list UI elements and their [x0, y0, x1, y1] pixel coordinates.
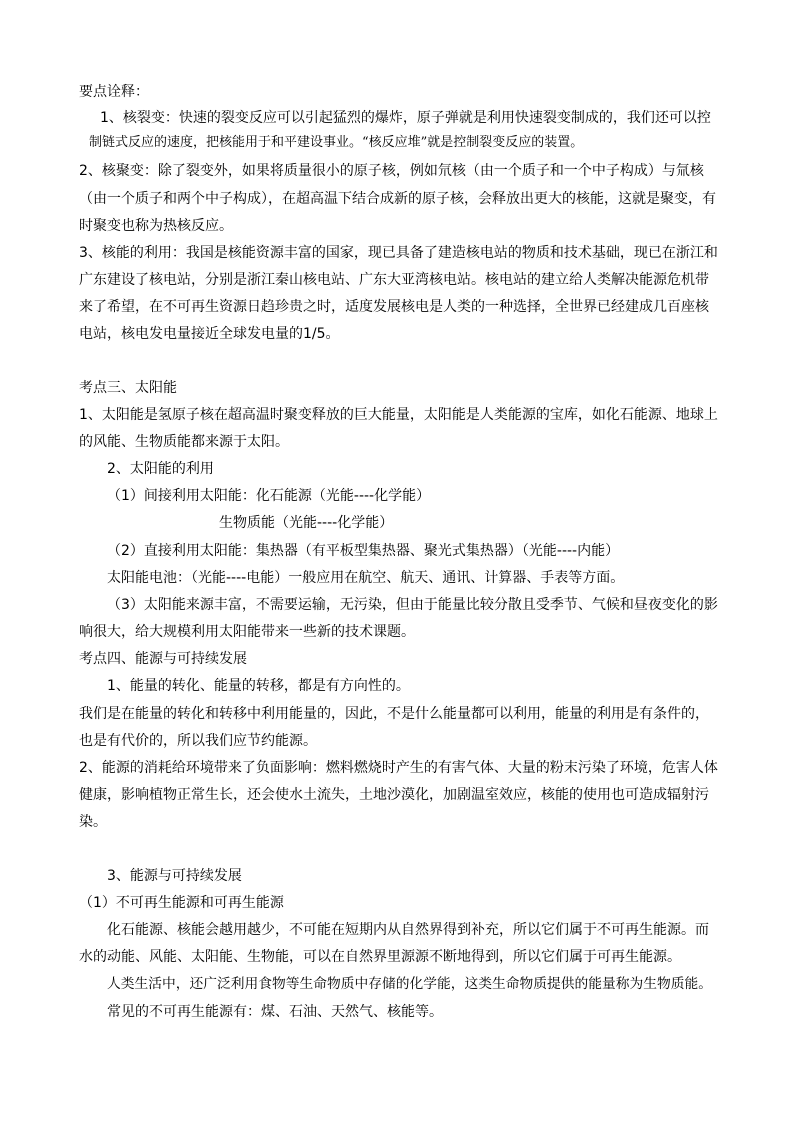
- paragraph-line: 2、能源的消耗给环境带来了负面影响：燃料燃烧时产生的有害气体、大量的粉末污染了环境，危害人体: [79, 760, 718, 776]
- paragraph-line: 太阳能电池：（光能----电能）一般应用在航空、航天、通讯、计算器、手表等方面。: [107, 570, 625, 586]
- paragraph-line: 1、核裂变：快速的裂变反应可以引起猛烈的爆炸，原子弹就是利用快速裂变制成的，我们还可以控: [100, 110, 711, 126]
- paragraph-line: 2、核聚变：除了裂变外，如果将质量很小的原子核，例如氘核（由一个质子和一个中子构成）与氚核: [79, 163, 704, 179]
- paragraph-line: 广东建设了核电站，分别是浙江秦山核电站、广东大亚湾核电站。核电站的建立给人类解决能源危机带: [79, 272, 709, 288]
- paragraph-line: 制链式反应的速度，把核能用于和平建设事业。“核反应堆”就是控制裂变反应的装置。: [89, 135, 584, 150]
- section-heading-solar: 考点三、太阳能: [79, 380, 177, 396]
- paragraph-line: 时聚变也称为热核反应。: [79, 218, 233, 234]
- paragraph-line: 也是有代价的，所以我们应节约能源。: [79, 733, 317, 749]
- paragraph-line: 1、太阳能是氢原子核在超高温时聚变释放的巨大能量，太阳能是人类能源的宝库，如化石能源、地球上: [79, 407, 718, 423]
- paragraph-line: 健康，影响植物正常生长，还会使水土流失，土地沙漠化，加剧温室效应，核能的使用也可造成辐射污: [79, 787, 709, 803]
- paragraph-line: （1）不可再生能源和可再生能源: [79, 895, 284, 911]
- paragraph-line: 的风能、生物质能都来源于太阳。: [79, 434, 289, 450]
- paragraph-line: 2、太阳能的利用: [107, 461, 214, 477]
- paragraph-line: 我们是在能量的转化和转移中利用能量的，因此，不是什么能量都可以利用，能量的利用是有条件的，: [79, 706, 709, 722]
- paragraph-line: （2）直接利用太阳能：集热器（有平板型集热器、聚光式集热器）（光能----内能）: [107, 543, 620, 559]
- paragraph-line: 来了希望，在不可再生资源日趋珍贵之时，适度发展核电是人类的一种选择，全世界已经建成几百座核: [79, 299, 709, 315]
- paragraph-line: 3、能源与可持续发展: [107, 868, 242, 884]
- paragraph-line: 1、能量的转化、能量的转移，都是有方向性的。: [107, 678, 410, 694]
- paragraph-line: 染。: [79, 814, 107, 830]
- paragraph-line: 人类生活中，还广泛利用食物等生命物质中存储的化学能，这类生命物质提供的能量称为生物质能。: [107, 976, 713, 992]
- paragraph-line: 常见的不可再生能源有：煤、石油、天然气、核能等。: [107, 1004, 443, 1020]
- section-heading-key-points: 要点诠释：: [79, 84, 149, 100]
- paragraph-line: 生物质能（光能----化学能）: [219, 515, 394, 531]
- paragraph-line: 3、核能的利用：我国是核能资源丰富的国家，现已具备了建造核电站的物质和技术基础，现已在浙江和: [79, 245, 718, 261]
- paragraph-line: （1）间接利用太阳能：化石能源（光能----化学能）: [107, 488, 431, 504]
- paragraph-line: 电站，核电发电量接近全球发电量的1/5。: [79, 326, 340, 342]
- paragraph-line: 化石能源、核能会越用越少，不可能在短期内从自然界得到补充，所以它们属于不可再生能源。而: [107, 922, 709, 938]
- paragraph-line: 水的动能、风能、太阳能、生物能，可以在自然界里源源不断地得到，所以它们属于可再生能源。: [79, 949, 681, 965]
- paragraph-line: （由一个质子和两个中子构成），在超高温下结合成新的原子核，会释放出更大的核能，这就是聚变，有: [79, 191, 716, 207]
- paragraph-line: （3）太阳能来源丰富，不需要运输，无污染，但由于能量比较分散且受季节、气候和昼夜变化的影: [107, 597, 718, 613]
- paragraph-line: 响很大，给大规模利用太阳能带来一些新的技术课题。: [79, 624, 415, 640]
- section-heading-sustainability: 考点四、能源与可持续发展: [79, 651, 247, 667]
